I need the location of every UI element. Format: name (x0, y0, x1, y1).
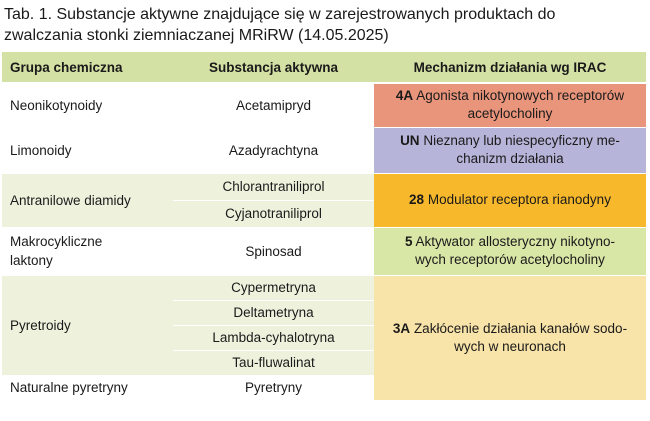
group-cell: Naturalne pyretryny (10, 380, 128, 395)
table-header-row (2, 52, 646, 83)
group-cell: Pyretroidy (2, 275, 173, 375)
mechanism-text-2: chanizm działania (456, 151, 564, 166)
active-substances-table (2, 52, 646, 400)
irac-code: 28 (409, 192, 425, 207)
group-cell (2, 227, 173, 275)
caption-line-1: Tab. 1. Substancje aktywne znajdujące się w zarejestrowanych produktach do (4, 6, 556, 23)
table-row (2, 227, 646, 275)
header-substance: Substancja aktywna (173, 52, 374, 83)
substance-cell: Spinosad (173, 227, 374, 275)
mechanism-cell-UN (374, 127, 646, 173)
irac-code: 5 (404, 234, 413, 249)
mechanism-text-1: Modulator receptora rianodyny (427, 192, 611, 207)
group-cell: Neonikotynoidy (10, 97, 103, 113)
table-row (2, 83, 646, 127)
group-cell: Antranilowe diamidy (2, 173, 173, 227)
table-row (2, 173, 646, 200)
table-row (2, 127, 646, 173)
substance-cell: Azadyrachtyna (173, 127, 374, 173)
group-line-1: Makrocykliczne (10, 234, 103, 249)
substance-cell: Acetamipryd (235, 97, 312, 113)
table-row (2, 275, 646, 300)
group-line-2: laktony (10, 253, 53, 268)
substance-cell: Tau-fluwalinat (173, 350, 374, 375)
mechanism-cell-28 (374, 173, 646, 227)
mechanism-text-1: Zakłócenie działania kanałów sodo- (413, 320, 628, 336)
mechanism-text-1: Nieznany lub niespecyficzny me- (423, 133, 620, 148)
irac-code: 3A (392, 320, 411, 336)
substance-cell: Cyjanotraniliprol (173, 200, 374, 227)
mechanism-text-1: Aktywator allosteryczny nikotyno- (415, 234, 616, 249)
irac-code: UN (400, 133, 420, 148)
caption-line-2: zwalczania stonki ziemniaczanej MRiRW (14.05.2025) (4, 27, 389, 44)
header-mechanism: Mechanizm działania wg IRAC (374, 52, 646, 83)
mechanism-cell-5 (374, 227, 646, 275)
mechanism-cell-4A (374, 83, 646, 127)
substance-cell: Deltametryna (173, 300, 374, 325)
mechanism-text-2: acetylocholiny (467, 106, 553, 122)
mechanism-text-2: wych w neuronach (454, 338, 566, 354)
group-cell: Limonoidy (2, 127, 173, 173)
irac-code: 4A (395, 88, 414, 104)
mechanism-text-2: wych receptorów acetylocholiny (415, 252, 605, 267)
mechanism-text-1: Agonista nikotynowych receptorów (416, 88, 625, 104)
mechanism-cell-3A (374, 275, 646, 400)
substance-cell: Pyretryny (244, 380, 302, 395)
substance-cell: Cypermetryna (173, 275, 374, 300)
header-group: Grupa chemiczna (2, 52, 173, 83)
substance-cell: Lambda-cyhalotryna (173, 325, 374, 350)
substance-cell: Chlorantraniliprol (173, 173, 374, 200)
table-caption (4, 4, 644, 46)
